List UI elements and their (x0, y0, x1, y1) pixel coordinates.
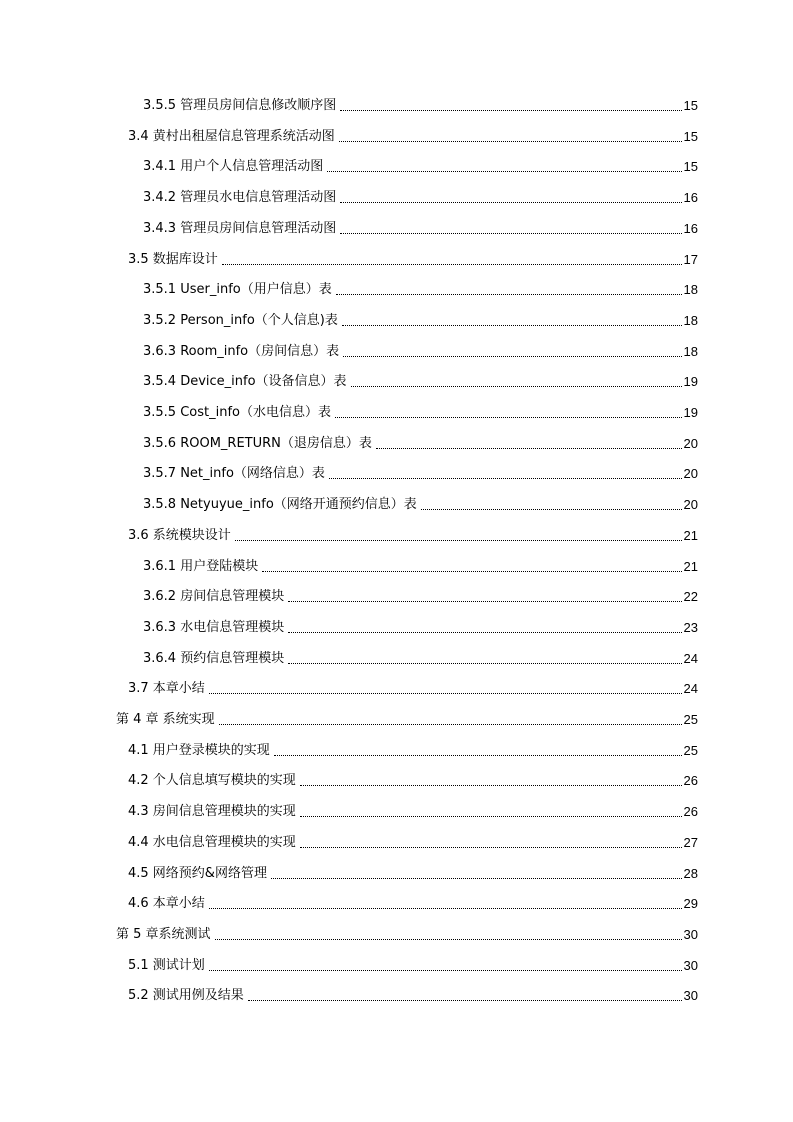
toc-entry-page-number: 26 (683, 773, 698, 789)
toc-entry[interactable] (143, 491, 698, 513)
toc-entry-page-number: 18 (683, 343, 698, 359)
toc-entry[interactable] (128, 123, 698, 145)
toc-entry-page-number: 16 (683, 190, 698, 206)
toc-entry-label: 4.6 本章小结 (128, 896, 205, 912)
toc-dot-leader (209, 908, 682, 909)
toc-entry-page-number: 20 (683, 466, 698, 482)
toc-dot-leader (340, 202, 681, 203)
toc-dot-leader (351, 386, 682, 387)
toc-dot-leader (327, 171, 681, 172)
toc-entry-page-number: 26 (683, 804, 698, 820)
toc-entry-label: 3.5.2 Person_info（个人信息)表 (143, 312, 338, 328)
toc-entry-label: 3.6.2 房间信息管理模块 (143, 589, 285, 605)
toc-dot-leader (215, 939, 682, 940)
toc-entry-label: 3.5.5 管理员房间信息修改顺序图 (143, 98, 337, 113)
toc-entry-page-number: 29 (683, 896, 698, 912)
toc-entry-page-number: 21 (683, 558, 698, 574)
toc-entry-page-number: 15 (683, 128, 698, 144)
toc-entry-label: 3.4.2 管理员水电信息管理活动图 (143, 190, 337, 206)
toc-entry[interactable] (143, 307, 698, 329)
toc-entry[interactable] (143, 184, 698, 206)
toc-entry[interactable] (143, 92, 698, 114)
toc-entry[interactable] (128, 675, 698, 697)
toc-entry-label: 3.4 黄村出租屋信息管理系统活动图 (128, 128, 335, 144)
toc-entry-label: 4.5 网络预约&网络管理 (128, 865, 267, 881)
toc-entry[interactable] (143, 460, 698, 482)
toc-dot-leader (336, 294, 682, 295)
toc-dot-leader (271, 878, 682, 879)
toc-entry-label: 3.6.4 预约信息管理模块 (143, 650, 285, 666)
toc-entry-page-number: 18 (683, 282, 698, 298)
toc-dot-leader (209, 693, 682, 694)
toc-entry-label: 3.7 本章小结 (128, 681, 205, 697)
toc-entry-page-number: 16 (683, 220, 698, 236)
toc-entry-label: 5.2 测试用例及结果 (128, 988, 244, 1004)
toc-entry-label: 第 4 章 系统实现 (116, 712, 215, 727)
toc-dot-leader (235, 540, 682, 541)
toc-entry-label: 3.5.8 Netyuyue_info（网络开通预约信息）表 (143, 497, 417, 513)
toc-entry-page-number: 18 (683, 312, 698, 328)
toc-entry-label: 4.2 个人信息填写模块的实现 (128, 773, 296, 789)
toc-entry-page-number: 30 (683, 957, 698, 973)
toc-entry-label: 4.4 水电信息管理模块的实现 (128, 834, 296, 850)
toc-entry-page-number: 20 (683, 497, 698, 513)
toc-entry-page-number: 22 (683, 589, 698, 605)
toc-entry-page-number: 21 (683, 527, 698, 543)
toc-entry[interactable] (128, 737, 698, 759)
toc-entry-label: 4.1 用户登录模块的实现 (128, 742, 270, 758)
toc-entry[interactable] (143, 399, 698, 421)
toc-dot-leader (339, 141, 682, 142)
toc-entry-label: 第 5 章系统测试 (116, 926, 211, 942)
toc-entry-page-number: 30 (683, 988, 698, 1004)
toc-entry[interactable] (128, 982, 698, 1004)
toc-dot-leader (340, 233, 681, 234)
toc-entry[interactable] (128, 767, 698, 789)
toc-entry[interactable] (143, 276, 698, 298)
toc-entry-page-number: 20 (683, 435, 698, 451)
toc-entry-label: 4.3 房间信息管理模块的实现 (128, 804, 296, 820)
toc-dot-leader (300, 847, 682, 848)
toc-entry[interactable] (143, 553, 698, 575)
toc-dot-leader (288, 663, 681, 664)
toc-entry-label: 5.1 测试计划 (128, 957, 205, 973)
toc-entry-page-number: 23 (683, 619, 698, 635)
toc-entry-label: 3.5.7 Net_info（网络信息）表 (143, 466, 325, 482)
toc-dot-leader (300, 785, 682, 786)
toc-entry-page-number: 19 (683, 405, 698, 420)
toc-entry-page-number: 24 (683, 650, 698, 666)
toc-dot-leader (219, 724, 682, 725)
toc-entry[interactable] (116, 921, 698, 943)
toc-entry-label: 3.6.3 Room_info（房间信息）表 (143, 343, 340, 359)
toc-entry-page-number: 17 (683, 251, 698, 267)
toc-entry-page-number: 15 (683, 98, 698, 113)
toc-entry[interactable] (143, 368, 698, 390)
toc-entry-page-number: 25 (683, 712, 698, 727)
toc-entry[interactable] (143, 338, 698, 360)
toc-entry-page-number: 19 (683, 374, 698, 390)
toc-dot-leader (343, 356, 681, 357)
toc-entry[interactable] (128, 246, 698, 268)
toc-entry-label: 3.6.1 用户登陆模块 (143, 558, 259, 574)
toc-entry-label: 3.5 数据库设计 (128, 251, 218, 267)
toc-entry[interactable] (143, 645, 698, 667)
toc-dot-leader (340, 110, 681, 111)
toc-entry[interactable] (128, 522, 698, 544)
toc-dot-leader (209, 970, 682, 971)
toc-entry-label: 3.4.1 用户个人信息管理活动图 (143, 159, 324, 175)
toc-entry-label: 3.5.1 User_info（用户信息）表 (143, 282, 332, 298)
toc-entry-label: 3.5.4 Device_info（设备信息）表 (143, 374, 347, 390)
toc-entry[interactable] (143, 614, 698, 636)
toc-entry-page-number: 25 (683, 742, 698, 758)
toc-dot-leader (421, 509, 682, 510)
toc-dot-leader (262, 571, 681, 572)
toc-entry-page-number: 27 (683, 834, 698, 850)
toc-entry[interactable] (128, 952, 698, 974)
toc-entry[interactable] (128, 798, 698, 820)
toc-dot-leader (222, 264, 682, 265)
toc-dot-leader (274, 755, 682, 756)
toc-dot-leader (248, 1000, 682, 1001)
toc-dot-leader (342, 325, 682, 326)
toc-dot-leader (335, 417, 682, 418)
toc-dot-leader (288, 632, 681, 633)
toc-dot-leader (288, 601, 681, 602)
toc-entry[interactable] (128, 890, 698, 912)
toc-entry[interactable] (143, 215, 698, 237)
toc-entry-label: 3.5.6 ROOM_RETURN（退房信息）表 (143, 435, 372, 451)
toc-entry-page-number: 30 (683, 926, 698, 942)
toc-entry-page-number: 28 (683, 865, 698, 881)
toc-dot-leader (329, 478, 682, 479)
toc-entry[interactable] (143, 583, 698, 605)
toc-entry[interactable] (128, 829, 698, 851)
toc-entry-label: 3.4.3 管理员房间信息管理活动图 (143, 220, 337, 236)
toc-entry-label: 3.6 系统模块设计 (128, 527, 231, 543)
toc-entry[interactable] (116, 706, 698, 728)
toc-entry-label: 3.5.5 Cost_info（水电信息）表 (143, 405, 331, 420)
toc-entry-page-number: 24 (683, 681, 698, 697)
toc-entry[interactable] (128, 860, 698, 882)
toc-entry[interactable] (143, 153, 698, 175)
toc-dot-leader (376, 448, 682, 449)
toc-entry-label: 3.6.3 水电信息管理模块 (143, 619, 285, 635)
toc-entry[interactable] (143, 430, 698, 452)
toc-entry-page-number: 15 (683, 159, 698, 175)
toc-dot-leader (300, 816, 682, 817)
